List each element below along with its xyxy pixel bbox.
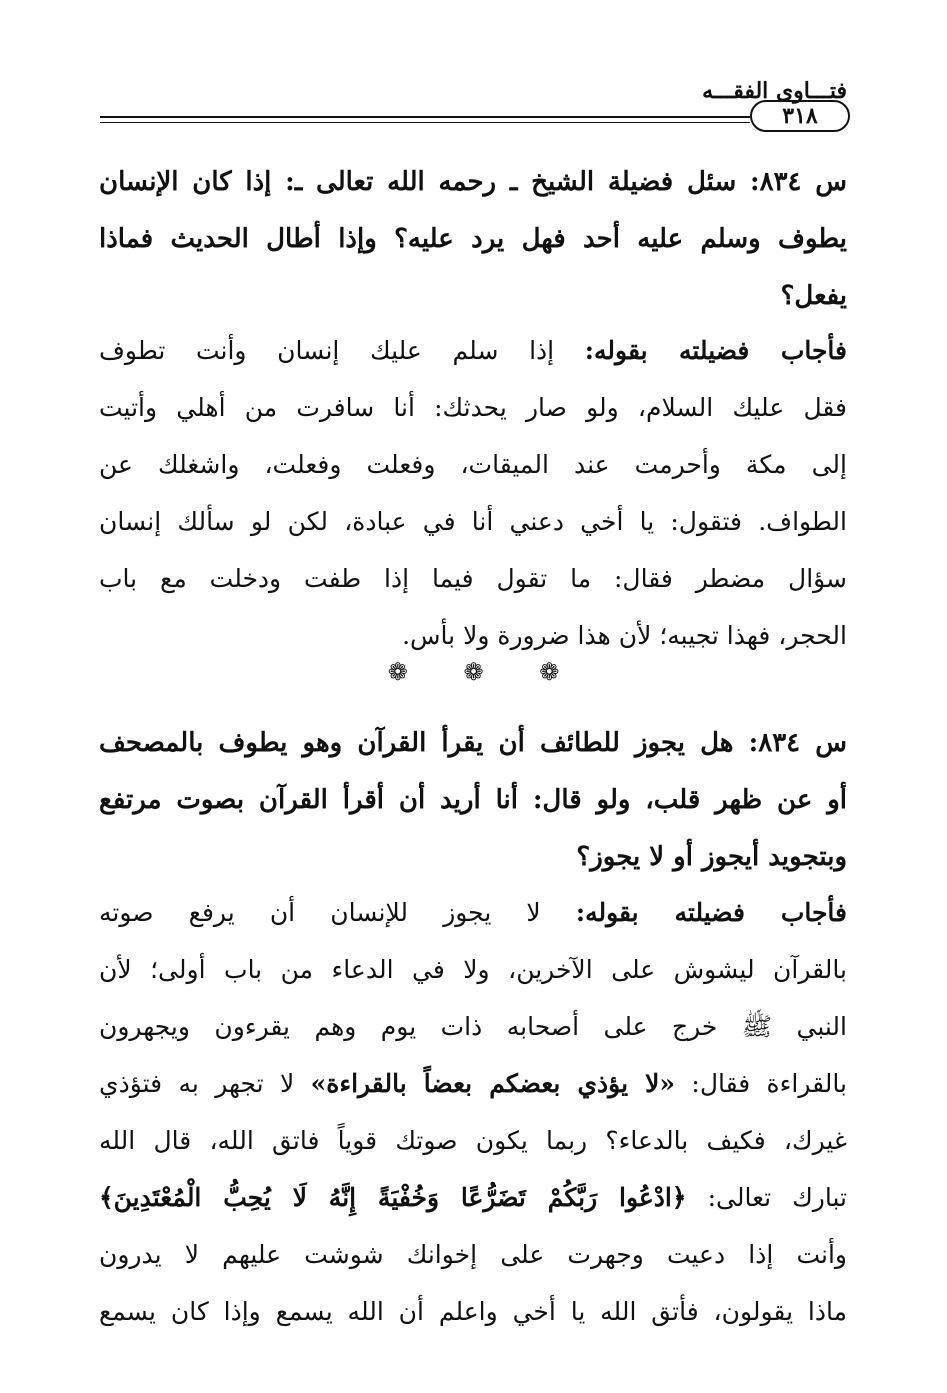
- question-1: [99, 154, 847, 325]
- asterism-icon: ❁: [463, 658, 484, 686]
- answer-1-line: سؤال مضطر فقال: ما تقول فيما إذا طفت ودخلت مع باب: [99, 564, 847, 593]
- header-rule: [100, 116, 750, 123]
- asterism-icon: ❁: [539, 658, 560, 686]
- asterism-icon: ❁: [387, 658, 408, 686]
- question-1-line: س ٨٣٤: سئل فضيلة الشيخ ـ رحمه الله تعالى ـ: إذا كان الإنسان: [99, 167, 847, 197]
- answer-1-line: فقل عليك السلام، ولو صار يحدثك: أنا سافرت من أهلي وأتيت: [99, 393, 847, 422]
- answer-lead: فأجاب فضيلته بقوله:: [575, 898, 847, 927]
- answer-2-line: غيرك، فكيف بالدعاء؟ ربما يكون صوتك قوياً فاتق الله، قال الله: [99, 1126, 847, 1155]
- quran-verse: ﴿ادْعُوا رَبَّكُمْ تَضَرُّعًا وَخُفْيَةً إِنَّهُ لَا يُحِبُّ الْمُعْتَدِينَ﴾: [99, 1183, 687, 1212]
- answer-2-line: [99, 884, 847, 941]
- answer-2-line: وأنت إذا دعيت وجهرت على إخوانك شوشت عليهم لا يدرون: [99, 1240, 847, 1269]
- question-2: [99, 715, 847, 886]
- answer-lead: فأجاب فضيلته بقوله:: [584, 336, 847, 365]
- section-separator: [0, 658, 947, 686]
- answer-1-line: إلى مكة وأحرمت عند الميقات، وفعلت وفعلت، واشغلك عن: [99, 450, 847, 479]
- answer-2-text: تبارك تعالى:: [707, 1183, 847, 1212]
- header-rule-group: [100, 103, 850, 142]
- answer-1-line: [99, 322, 847, 379]
- answer-1-line: الطواف. فتقول: يا أخي دعني أنا في عبادة، لكن لو سألك إنسان: [99, 507, 847, 536]
- question-1-line: يفعل؟: [780, 281, 847, 311]
- answer-2-line: [99, 1169, 847, 1226]
- question-1-line: يطوف وسلم عليه أحد فهل يرد عليه؟ وإذا أطال الحديث فماذا: [99, 224, 847, 254]
- answer-1-line: الحجر، فهذا تجيبه؛ لأن هذا ضرورة ولا بأس.: [402, 621, 847, 650]
- answer-2-line: بالقرآن ليشوش على الآخرين، ولا في الدعاء من باب أولى؛ لأن: [99, 955, 847, 984]
- running-title: فتـــاوى الفقـــه: [702, 78, 847, 104]
- hadith-quote: «لا يؤذي بعضكم بعضاً بالقراءة»: [310, 1069, 676, 1098]
- question-2-line: أو عن ظهر قلب، ولو قال: أنا أريد أن أقرأ القرآن بصوت مرتفع: [99, 785, 847, 815]
- answer-2-line: ماذا يقولون، فأتق الله يا أخي واعلم أن الله يسمع وإذا كان يسمع: [99, 1297, 847, 1326]
- answer-2-text: لا يجوز للإنسان أن يرفع صوته: [99, 898, 541, 927]
- answer-2-line: [99, 1055, 847, 1112]
- page-number: ٣١٨: [750, 100, 850, 132]
- answer-2-text: بالقراءة فقال:: [691, 1069, 847, 1098]
- question-2-line: وبتجويد أيجوز أو لا يجوز؟: [576, 842, 847, 872]
- answer-2-text: لا تجهر به فتؤذي: [99, 1069, 295, 1098]
- answer-1: [99, 322, 847, 664]
- question-2-line: س ٨٣٤: هل يجوز للطائف أن يقرأ القرآن وهو يطوف بالمصحف: [99, 728, 847, 758]
- answer-2: [99, 884, 847, 1340]
- answer-1-text: إذا سلم عليك إنسان وأنت تطوف: [99, 336, 555, 365]
- answer-2-line: النبي ﷺ خرج على أصحابه ذات يوم وهم يقرءون ويجهرون: [99, 1012, 847, 1041]
